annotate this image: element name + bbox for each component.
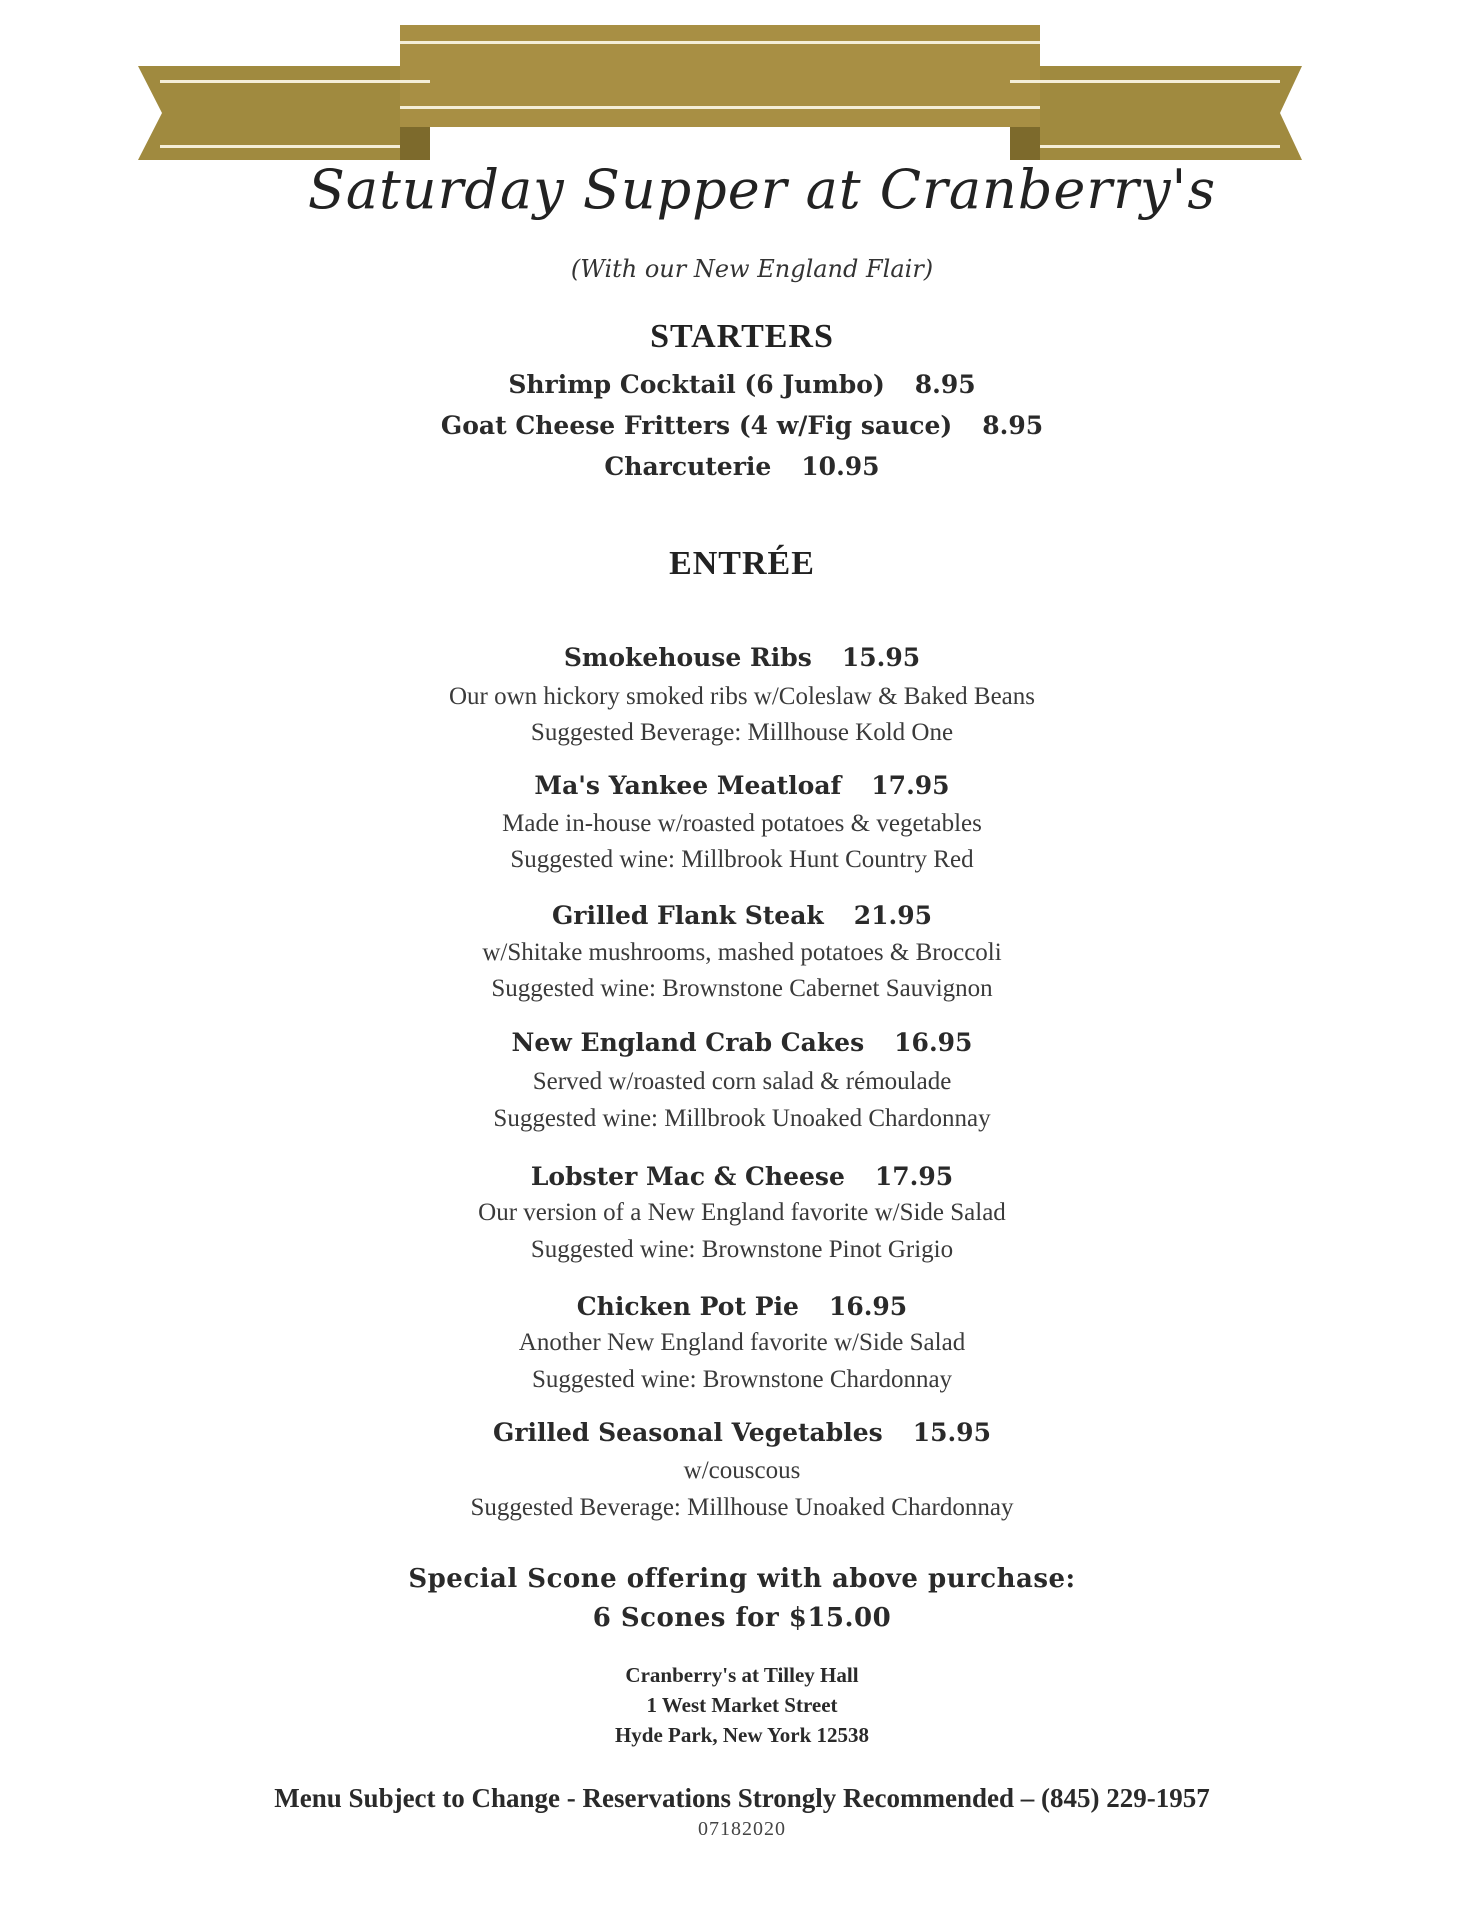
address-venue: Cranberry's at Tilley Hall <box>625 1663 859 1687</box>
entree-item <box>0 1162 1484 1191</box>
item-suggestion: Suggested wine: Millbrook Unoaked Chardonnay <box>493 1105 991 1132</box>
footer-code: 07182020 <box>698 1818 786 1840</box>
item-name: Goat Cheese Fritters (4 w/Fig sauce) <box>440 411 953 440</box>
menu-subtitle: (With our New England Flair) <box>570 255 934 283</box>
item-name: Grilled Flank Steak <box>551 901 824 930</box>
starter-item <box>0 452 1484 481</box>
starter-item <box>0 370 1484 399</box>
item-description: Our own hickory smoked ribs w/Coleslaw & Baked Beans <box>448 683 1036 710</box>
starters-heading: STARTERS <box>650 318 834 355</box>
item-description: w/couscous <box>683 1457 801 1484</box>
entree-item <box>0 901 1484 930</box>
item-description: Our version of a New England favorite w/Side Salad <box>478 1199 1006 1226</box>
entree-item <box>0 643 1484 672</box>
item-suggestion: Suggested wine: Brownstone Cabernet Sauvignon <box>491 975 993 1002</box>
item-name: Charcuterie <box>604 452 772 481</box>
item-price: 16.95 <box>894 1028 973 1057</box>
item-name: Chicken Pot Pie <box>576 1292 799 1321</box>
entree-item <box>0 1292 1484 1321</box>
entree-heading: ENTRÉE <box>669 545 815 582</box>
item-price: 16.95 <box>828 1292 908 1321</box>
item-price: 17.95 <box>874 1162 954 1191</box>
item-price: 8.95 <box>914 370 976 399</box>
item-description: Made in-house w/roasted potatoes & vegetables <box>502 810 982 837</box>
item-name: Lobster Mac & Cheese <box>530 1162 845 1191</box>
starter-item <box>0 411 1484 440</box>
item-price: 21.95 <box>853 901 933 930</box>
item-suggestion: Suggested wine: Brownstone Pinot Grigio <box>530 1236 954 1263</box>
ribbon-center-band <box>400 25 1040 127</box>
item-price: 15.95 <box>841 643 921 672</box>
item-name: New England Crab Cakes <box>511 1028 865 1057</box>
entree-item <box>0 1418 1484 1447</box>
item-description: Served w/roasted corn salad & rémoulade <box>532 1068 952 1095</box>
item-suggestion: Suggested wine: Brownstone Chardonnay <box>531 1366 953 1393</box>
menu-title: Saturday Supper at Cranberry's <box>307 158 1217 221</box>
item-name: Ma's Yankee Meatloaf <box>534 771 842 800</box>
address-street: 1 West Market Street <box>646 1693 838 1717</box>
item-name: Smokehouse Ribs <box>563 643 812 672</box>
entree-item <box>0 1028 1484 1057</box>
special-offer: Special Scone offering with above purchase: <box>408 1564 1076 1594</box>
address-city: Hyde Park, New York 12538 <box>614 1723 870 1747</box>
special-price: 6 Scones for $15.00 <box>592 1603 892 1633</box>
item-description: w/Shitake mushrooms, mashed potatoes & Broccoli <box>482 939 1002 966</box>
footer-notice: Menu Subject to Change - Reservations Strongly Recommended – (845) 229-1957 <box>274 1783 1210 1813</box>
item-name: Shrimp Cocktail (6 Jumbo) <box>508 370 885 399</box>
item-suggestion: Suggested Beverage: Millhouse Unoaked Chardonnay <box>470 1494 1014 1521</box>
item-suggestion: Suggested Beverage: Millhouse Kold One <box>530 719 954 746</box>
entree-item <box>0 771 1484 800</box>
item-name: Grilled Seasonal Vegetables <box>493 1418 883 1447</box>
item-suggestion: Suggested wine: Millbrook Hunt Country Red <box>510 846 974 873</box>
item-price: 8.95 <box>982 411 1044 440</box>
item-price: 10.95 <box>801 452 880 481</box>
gold-ribbon-banner <box>0 0 1484 180</box>
item-price: 17.95 <box>871 771 950 800</box>
item-description: Another New England favorite w/Side Salad <box>518 1329 966 1356</box>
item-price: 15.95 <box>912 1418 991 1447</box>
